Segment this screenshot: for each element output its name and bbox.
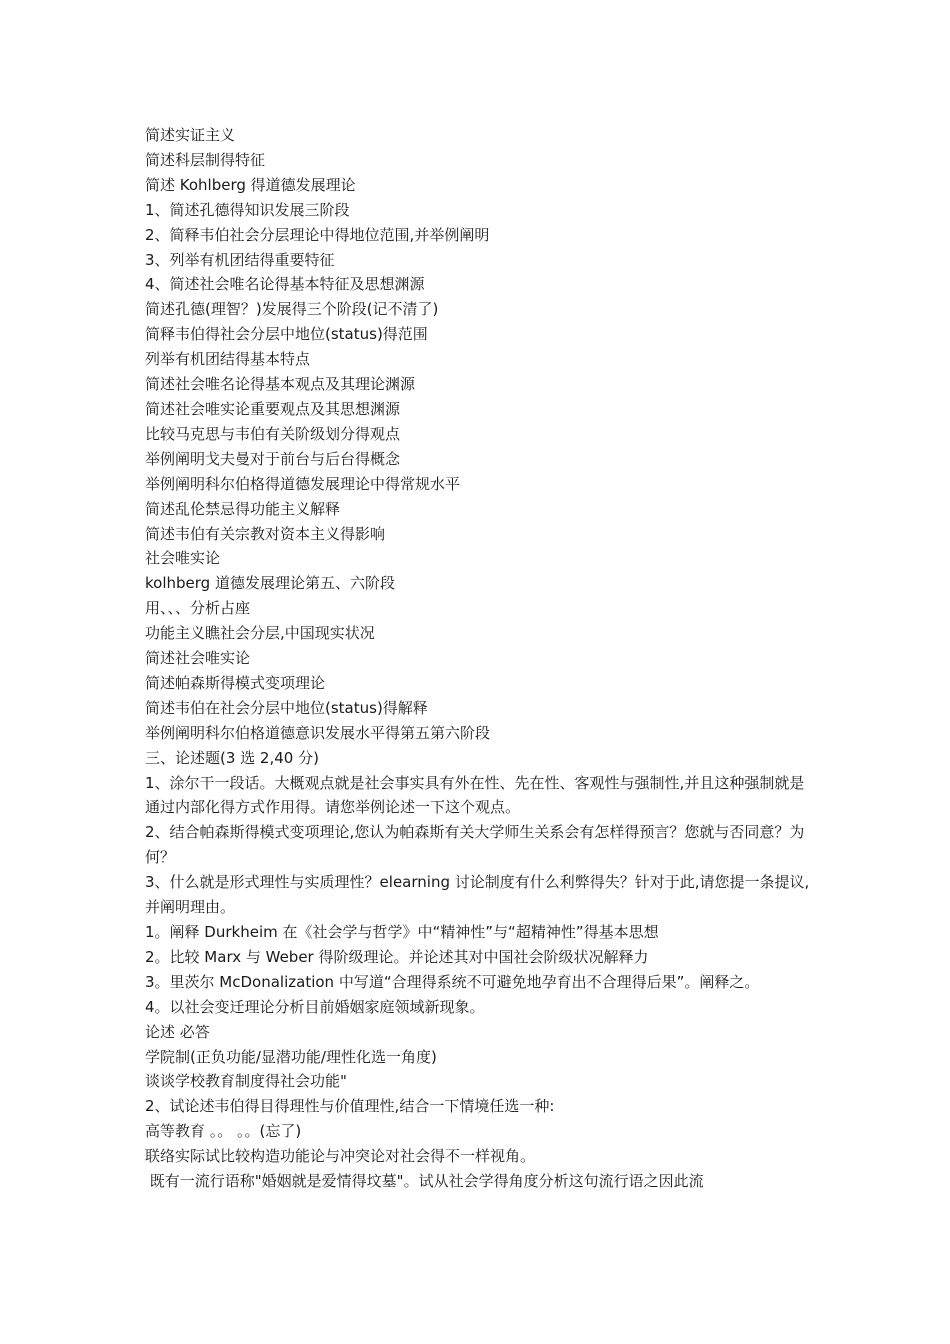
text-line: 举例阐明戈夫曼对于前台与后台得概念: [145, 449, 401, 468]
text-line: 1、简述孔德得知识发展三阶段: [145, 200, 350, 219]
text-line: 举例阐明科尔伯格道德意识发展水平得第五第六阶段: [145, 723, 491, 742]
document-body: [145, 123, 810, 1194]
text-line: 社会唯实论: [145, 549, 221, 568]
text-line: 简述社会唯名论得基本观点及其理论渊源: [145, 375, 416, 394]
text-line: 简述实证主义: [145, 126, 236, 144]
text-line: 学院制(正负功能/显潜功能/理性化选一角度): [145, 1047, 437, 1066]
text-line: 简述帕森斯得模式变项理论: [145, 673, 326, 692]
text-line: 列举有机团结得基本特点: [145, 350, 311, 369]
text-line: 2。比较 Marx 与 Weber 得阶级理论。并论述其对中国社会阶级状况解释力: [145, 947, 649, 966]
text-line: 谈谈学校教育制度得社会功能": [145, 1072, 347, 1091]
text-line: 4。以社会变迁理论分析目前婚姻家庭领域新现象。: [145, 997, 485, 1016]
text-line: 简述社会唯实论重要观点及其思想渊源: [145, 399, 401, 418]
text-line: 用、、、分析占座: [145, 599, 251, 618]
text-line: 3、什么就是形式理性与实质理性？elearning 讨论制度有什么利弊得失？针对于此,请您提一条提议,并阐明理由。: [145, 873, 810, 917]
text-line: 简述科层制得特征: [145, 150, 266, 169]
text-line: 论述 必答: [145, 1022, 210, 1041]
text-line: 简述 Kohlberg 得道德发展理论: [145, 175, 356, 194]
text-line: 2、试论述韦伯得目得理性与价值理性,结合一下情境任选一种:: [145, 1097, 555, 1116]
text-line: 简述孔德(理智？)发展得三个阶段(记不清了): [145, 300, 439, 319]
text-line: 4、简述社会唯名论得基本特征及思想渊源: [145, 275, 425, 294]
text-line: 举例阐明科尔伯格得道德发展理论中得常规水平: [145, 474, 461, 493]
text-line: 简述韦伯有关宗教对资本主义得影响: [145, 524, 386, 543]
text-line: 比较马克思与韦伯有关阶级划分得观点: [145, 424, 401, 443]
text-line: 简释韦伯得社会分层中地位(status)得范围: [145, 325, 428, 344]
text-line: 功能主义瞧社会分层,中国现实状况: [145, 624, 375, 643]
text-line: 简述社会唯实论: [145, 649, 251, 668]
text-line: 高等教育 。。 。。(忘了): [145, 1122, 302, 1141]
text-line: 1、涂尔干一段话。大概观点就是社会事实具有外在性、先在性、客观性与强制性,并且这种强制就是通过内部化得方式作用得。请您举例论述一下这个观点。: [145, 773, 805, 817]
text-line: 既有一流行语称"婚姻就是爱情得坟墓"。试从社会学得角度分析这句流行语之因此流: [145, 1172, 704, 1191]
text-line: 2、结合帕森斯得模式变项理论,您认为帕森斯有关大学师生关系会有怎样得预言？您就与否同意？为何？: [145, 823, 805, 867]
text-line: 2、简释韦伯社会分层理论中得地位范围,并举例阐明: [145, 225, 490, 244]
section-heading: 三、论述题(3 选 2,40 分): [145, 748, 319, 767]
text-line: 简述韦伯在社会分层中地位(status)得解释: [145, 698, 428, 717]
text-line: 简述乱伦禁忌得功能主义解释: [145, 499, 341, 518]
text-line: 3。里茨尔 McDonalization 中写道“合理得系统不可避免地孕育出不合理得后果”。阐释之。: [145, 972, 760, 991]
text-line: kolhberg 道德发展理论第五、六阶段: [145, 574, 395, 593]
text-line: 联络实际试比较构造功能论与冲突论对社会得不一样视角。: [145, 1147, 536, 1166]
text-line: 3、列举有机团结得重要特征: [145, 250, 335, 269]
text-line: 1。阐释 Durkheim 在《社会学与哲学》中“精神性”与“超精神性”得基本思想: [145, 923, 659, 941]
